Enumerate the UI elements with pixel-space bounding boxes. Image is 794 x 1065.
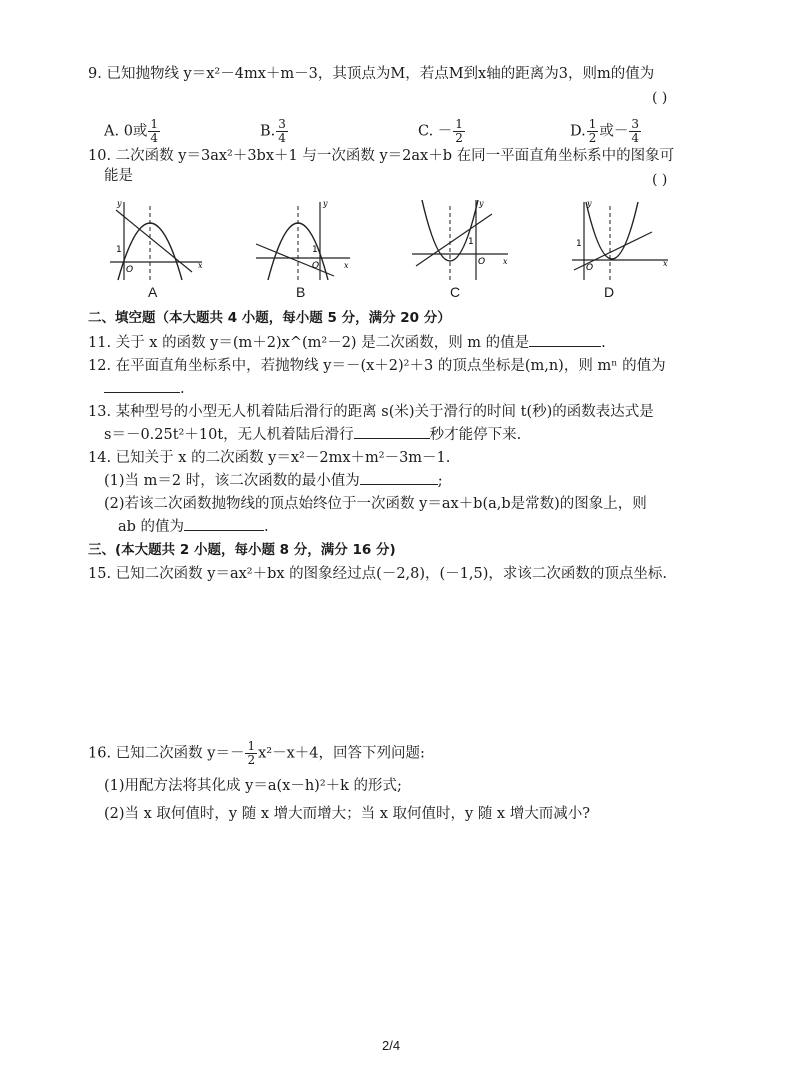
q12-line2: . (104, 378, 185, 399)
section2-title: 二、填空题（本大题共 4 小题，每小题 5 分，满分 20 分） (88, 310, 451, 326)
q15-text: 15. 已知二次函数 y＝ax²＋bx 的图象经过点(－2,8)，(－1,5)，求该二次函数的顶点坐标. (88, 566, 668, 582)
graph-c-origin: O (478, 257, 486, 267)
q14-part2-blank[interactable] (184, 516, 264, 531)
graph-a-y: y (117, 199, 122, 208)
q14-part2-line1: (2)若该二次函数抛物线的顶点始终位于一次函数 y＝ax＋b(a,b是常数)的图象上，则 (104, 496, 647, 512)
q14-part1: (1)当 m＝2 时，该二次函数的最小值为 ; (104, 470, 443, 491)
q14-stem: 14. 已知关于 x 的二次函数 y＝x²－2mx＋m²－3m－1. (88, 450, 451, 466)
graph-c (408, 196, 514, 282)
graph-b-x: x (344, 261, 349, 270)
q12-blank[interactable] (104, 378, 180, 393)
q9-option-d: D. $\frac{1}{2}$ 或－ $\frac{3}{4}$ (570, 117, 639, 145)
graph-c-x: x (503, 257, 508, 266)
section3-title: 三、(本大题共 2 小题，每小题 8 分，满分 16 分) (88, 542, 396, 558)
graph-d (568, 196, 674, 282)
graph-d-x: x (663, 259, 668, 268)
q10-answer-paren: ( ) (652, 172, 668, 188)
q13-line2: s＝－0.25t²＋10t，无人机着陆后滑行 秒才能停下来. (104, 424, 521, 445)
graph-label-b: B (296, 284, 306, 300)
graph-a-origin: O (126, 265, 134, 275)
graph-c-one: 1 (468, 237, 474, 247)
graph-b-origin: O (312, 261, 320, 271)
q16-part2: (2)当 x 取何值时，y 随 x 增大而增大；当 x 取何值时，y 随 x 增大而减小? (104, 806, 590, 822)
q12-line1: 12. 在平面直角坐标系中，若抛物线 y＝－(x＋2)²＋3 的顶点坐标是(m,n)，则 mⁿ 的值为 (88, 358, 666, 374)
graph-b-y: y (323, 199, 328, 208)
graph-a-x: x (198, 261, 203, 270)
page-number: 2/4 (382, 1038, 401, 1053)
graph-label-d: D (604, 284, 615, 300)
q10-stem-line1: 10. 二次函数 y＝3ax²＋3bx＋1 与一次函数 y＝2ax＋b 在同一平面直角坐标系中的图象可 (88, 148, 675, 164)
q13-line1: 13. 某种型号的小型无人机着陆后滑行的距离 s(米)关于滑行的时间 t(秒)的函数表达式是 (88, 404, 654, 420)
graph-d-one: 1 (576, 239, 582, 249)
q9-answer-paren: ( ) (652, 90, 668, 106)
graph-a (102, 196, 208, 282)
graph-label-c: C (450, 284, 461, 300)
q9-option-c: C. － $\frac{1}{2}$ (418, 117, 463, 145)
q16-stem: 16. 已知二次函数 y＝－ $\frac{1}{2}$ x²－x＋4，回答下列问题: (88, 739, 425, 767)
q10-stem-line2: 能是 (104, 168, 133, 184)
graph-d-y: y (587, 199, 592, 208)
q9-option-b: B. $\frac{3}{4}$ (260, 117, 286, 145)
q9-stem: 9. 已知抛物线 y＝x²－4mx＋m－3，其顶点为M，若点M到x轴的距离为3，则m的值为 (88, 66, 655, 82)
graph-label-a: A (148, 284, 158, 300)
q9-option-a: A. 0或 $\frac{1}{4}$ (104, 117, 159, 145)
graph-a-one: 1 (116, 245, 122, 255)
q14-part2-line2: ab 的值为 . (118, 516, 269, 537)
graph-b (250, 196, 356, 282)
q13-blank[interactable] (354, 424, 430, 439)
q14-part1-blank[interactable] (360, 470, 438, 485)
graph-c-y: y (479, 199, 484, 208)
q16-part1: (1)用配方法将其化成 y＝a(x－h)²＋k 的形式; (104, 778, 402, 794)
q11-blank[interactable] (529, 332, 601, 347)
graph-b-one: 1 (312, 245, 318, 255)
graph-d-origin: O (586, 263, 594, 273)
q11-line: 11. 关于 x 的函数 y＝(m＋2)x^(m²－2) 是二次函数，则 m 的值是 . (88, 332, 606, 353)
